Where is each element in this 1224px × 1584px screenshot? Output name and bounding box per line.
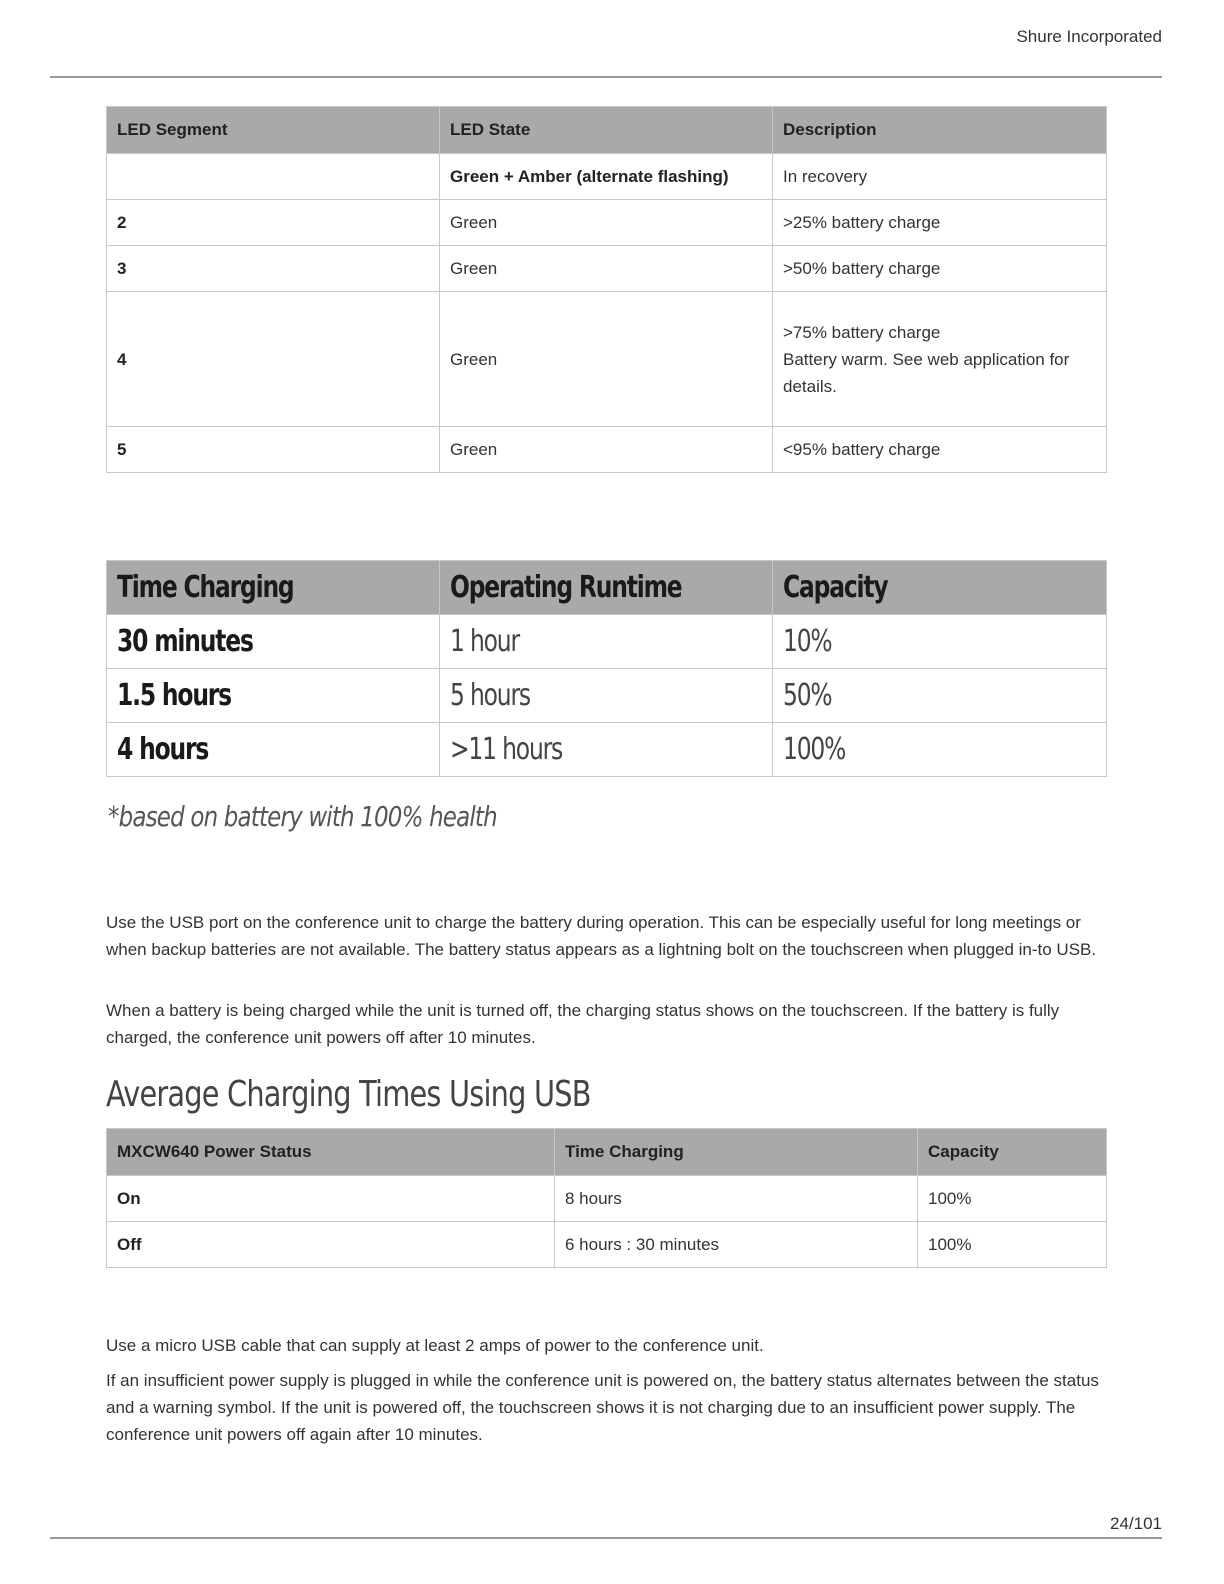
runtime-cell: >11 hours (440, 723, 773, 777)
led-state-cell: Green (440, 246, 773, 292)
column-header: Time Charging (107, 561, 440, 615)
usb-charging-paragraph: Use the USB port on the conference unit to charge the battery during operation. This can be especially useful for long meetings or when backup batteries are not available. The battery status appears as a lightning bolt on the touchscreen when plugged in-to USB. (106, 913, 1097, 959)
led-segment-cell: 2 (107, 200, 440, 246)
table-row (107, 1222, 1107, 1268)
table-row (107, 615, 1107, 669)
capacity-cell: 100% (773, 723, 1107, 777)
led-state-cell: Green (440, 200, 773, 246)
time-charging-cell: 1.5 hours (107, 669, 440, 723)
table-row (107, 669, 1107, 723)
footer-divider (50, 1537, 1162, 1539)
description-line: >75% battery charge (783, 322, 941, 342)
table-row (107, 200, 1107, 246)
led-description-cell (773, 292, 1107, 427)
table-header-row (107, 1129, 1107, 1176)
led-description-cell: >25% battery charge (773, 200, 1107, 246)
led-description-cell: <95% battery charge (773, 427, 1107, 473)
table-row (107, 723, 1107, 777)
table-header-row (107, 561, 1107, 615)
column-header: LED Segment (107, 107, 440, 154)
column-header: Capacity (773, 561, 1107, 615)
capacity-cell: 100% (918, 1222, 1107, 1268)
time-charging-cell: 8 hours (555, 1176, 918, 1222)
power-status-cell: On (107, 1176, 555, 1222)
table-row (107, 292, 1107, 427)
time-charging-cell: 4 hours (107, 723, 440, 777)
led-state-cell: Green (440, 292, 773, 427)
led-state-cell: Green + Amber (alternate flashing) (440, 154, 773, 200)
led-state-cell: Green (440, 427, 773, 473)
header-company-name: Shure Incorporated (1016, 27, 1162, 46)
header-divider (50, 76, 1162, 78)
led-status-table (106, 106, 1107, 473)
column-header: Description (773, 107, 1107, 154)
insufficient-power-paragraph: If an insufficient power supply is plugged in while the conference unit is powered on, the battery status alternates between the status and a warning symbol. If the unit is powered off, the touchscreen shows it is not charging due to an insufficient power supply. The conference unit powers off again after 10 minutes. (106, 1371, 1099, 1444)
table-row (107, 1176, 1107, 1222)
led-segment-cell: 3 (107, 246, 440, 292)
led-segment-cell (107, 154, 440, 200)
unit-off-charging-paragraph: When a battery is being charged while the unit is turned off, the charging status shows on the touchscreen. If the battery is fully charged, the conference unit powers off after 10 minutes. (106, 1001, 1060, 1047)
power-status-cell: Off (107, 1222, 555, 1268)
page-number: 24/101 (1110, 1514, 1162, 1533)
usb-cable-paragraph: Use a micro USB cable that can supply at least 2 amps of power to the conference unit. (106, 1336, 764, 1355)
runtime-cell: 5 hours (440, 669, 773, 723)
column-header: Capacity (918, 1129, 1107, 1176)
column-header: Time Charging (555, 1129, 918, 1176)
led-description-cell: In recovery (773, 154, 1107, 200)
table-header-row (107, 107, 1107, 154)
led-description-cell: >50% battery charge (773, 246, 1107, 292)
description-line: Battery warm. See web application for details. (783, 349, 1070, 396)
table-row (107, 154, 1107, 200)
section-heading: Average Charging Times Using USB (106, 1074, 591, 1115)
column-header: Operating Runtime (440, 561, 773, 615)
runtime-table (106, 560, 1107, 777)
led-segment-cell: 5 (107, 427, 440, 473)
runtime-cell: 1 hour (440, 615, 773, 669)
battery-health-note: *based on battery with 100% health (108, 800, 497, 833)
capacity-cell: 10% (773, 615, 1107, 669)
time-charging-cell: 6 hours : 30 minutes (555, 1222, 918, 1268)
time-charging-cell: 30 minutes (107, 615, 440, 669)
table-row (107, 427, 1107, 473)
capacity-cell: 50% (773, 669, 1107, 723)
capacity-cell: 100% (918, 1176, 1107, 1222)
column-header: MXCW640 Power Status (107, 1129, 555, 1176)
led-segment-cell: 4 (107, 292, 440, 427)
column-header: LED State (440, 107, 773, 154)
table-row (107, 246, 1107, 292)
usb-charging-table (106, 1128, 1107, 1268)
